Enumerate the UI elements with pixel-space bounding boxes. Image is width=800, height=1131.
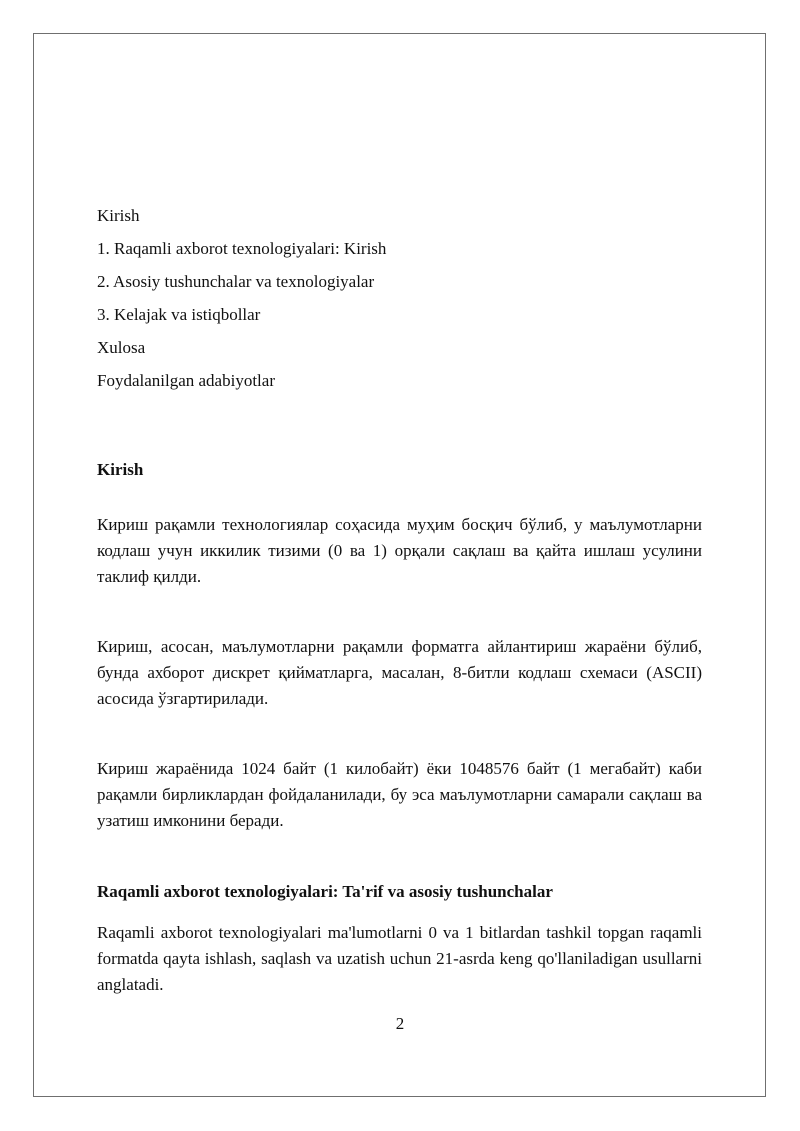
toc-item: 3. Kelajak va istiqbollar	[97, 305, 261, 324]
paragraph: Кириш жараёнида 1024 байт (1 килобайт) ёки 1048576 байт (1 мегабайт) каби рақамли бирликлардан фойдаланилади, бу эса маълумотларни самарали сақлаш ва узатиш имконини беради.	[97, 759, 702, 830]
paragraph: Кириш рақамли технологиялар соҳасида муҳим босқич бўлиб, у маълумотларни кодлаш учун иккилик тизими (0 ва 1) орқали сақлаш ва қайта ишлаш усулини таклиф қилди.	[97, 515, 702, 586]
toc-item: 2. Asosiy tushunchalar va texnologiyalar	[97, 272, 375, 291]
toc-item: Xulosa	[97, 338, 146, 357]
section-heading-raqamli: Raqamli axborot texnologiyalari: Ta'rif va asosiy tushunchalar	[97, 882, 553, 901]
toc-item: Foydalanilgan adabiyotlar	[97, 371, 275, 390]
toc-item: Kirish	[97, 206, 140, 225]
paragraph: Raqamli axborot texnologiyalari ma'lumotlarni 0 va 1 bitlardan tashkil topgan raqamli formatda qayta ishlash, saqlash va uzatish uchun 21-asrda keng qo'llaniladigan usullarni anglatadi.	[97, 923, 702, 994]
section-heading-kirish: Kirish	[97, 460, 144, 479]
table-of-contents	[97, 199, 702, 397]
toc-item: 1. Raqamli axborot texnologiyalari: Kirish	[97, 239, 387, 258]
page-number: 2	[395, 1014, 405, 1033]
paragraph: Кириш, асосан, маълумотларни рақамли форматга айлантириш жараёни бўлиб, бунда ахборот дискрет қийматларга, масалан, 8-битли кодлаш схемаси (ASCII) асосида ўзгартирилади.	[97, 637, 702, 708]
